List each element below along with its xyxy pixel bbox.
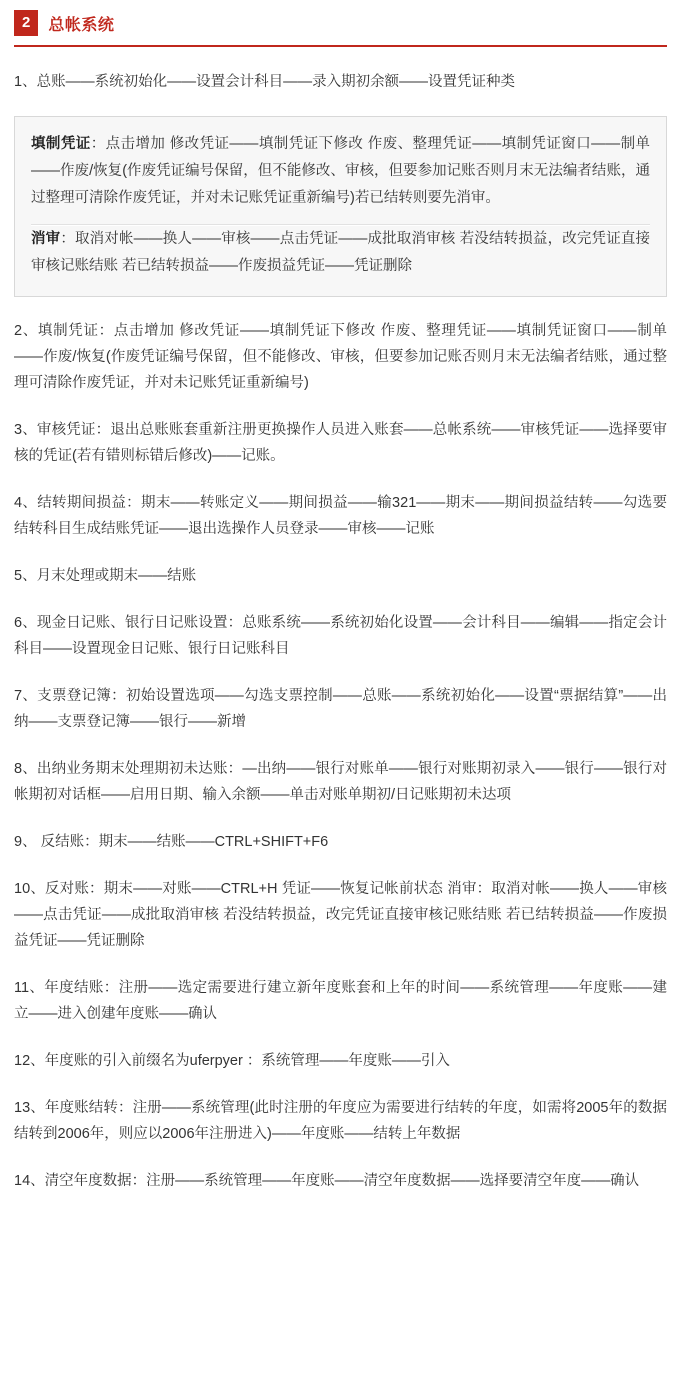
callout-lead-fill-voucher: 填制凭证 bbox=[31, 136, 91, 152]
paragraph-9: 9、 反结账：期末——结账——CTRL+SHIFT+F6 bbox=[14, 834, 329, 850]
paragraph-4: 4、结转期间损益：期末——转账定义——期间损益——输321——期末——期间损益结转——勾选要结转科目生成结账凭证——退出选操作人员登录——审核——记账 bbox=[14, 495, 667, 537]
callout-text-cancel-audit: ：取消对帐——换人——审核——点击凭证——成批取消审核 若没结转损益，改完凭证直接审核记账结账 若已结转损益——作废损益凭证——凭证删除 bbox=[31, 231, 651, 274]
paragraph-1: 1、总账——系统初始化——设置会计科目——录入期初余额——设置凭证种类 bbox=[14, 74, 516, 90]
paragraph-12: 12、年度账的引入前缀名为uferpyer ：系统管理——年度账——引入 bbox=[14, 1053, 450, 1069]
paragraph-3: 3、审核凭证：退出总账账套重新注册更换操作人员进入账套——总帐系统——审核凭证——选择要审核的凭证(若有错则标错后修改)——记账。 bbox=[14, 422, 667, 464]
page-title: 总帐系统 bbox=[48, 16, 115, 34]
paragraph-8: 8、出纳业务期末处理期初未达账：—出纳——银行对账单——银行对账期初录入——银行——银行对帐期初对话框——启用日期、输入余额——单击对账单期初/日记账期初未达项 bbox=[14, 761, 667, 803]
paragraph-10: 10、反对账：期末——对账——CTRL+H 凭证——恢复记帐前状态 消审：取消对帐——换人——审核——点击凭证——成批取消审核 若没结转损益，改完凭证直接审核记账结账 若已结转损益——作废损益凭证——凭证删除 bbox=[14, 881, 667, 949]
highlight-callout-box bbox=[14, 116, 667, 297]
paragraph-6: 6、现金日记账、银行日记账设置：总账系统——系统初始化设置——会计科目——编辑——指定会计科目——设置现金日记账、银行日记账科目 bbox=[14, 615, 667, 657]
section-number-badge: 2 bbox=[14, 10, 38, 36]
paragraph-5: 5、月末处理或期末——结账 bbox=[14, 568, 197, 584]
paragraph-2: 2、填制凭证：点击增加 修改凭证——填制凭证下修改 作废、整理凭证——填制凭证窗口——制单——作废/恢复(作废凭证编号保留，但不能修改、审核，但要参加记账否则月末无法编者结账，通过整理可清除作废凭证，并对未记账凭证重新编号) bbox=[14, 323, 667, 391]
paragraph-13: 13、年度账结转：注册——系统管理(此时注册的年度应为需要进行结转的年度，如需将2005年的数据结转到2006年，则应以2006年注册进入)——年度账——结转上年数据 bbox=[14, 1100, 667, 1142]
callout-text-fill-voucher: ：点击增加 修改凭证——填制凭证下修改 作废、整理凭证——填制凭证窗口——制单——作废/恢复(作废凭证编号保留，但不能修改、审核，但要参加记账否则月末无法编者结账，通过整理可清除作废凭证，并对未记账凭证重新编号)若已结转则要先消审。 bbox=[31, 136, 650, 206]
callout-lead-cancel-audit: 消审 bbox=[31, 231, 61, 247]
paragraph-11: 11、年度结账：注册——选定需要进行建立新年度账套和上年的时间——系统管理——年度账——建立——进入创建年度账——确认 bbox=[14, 980, 667, 1022]
document-header bbox=[14, 0, 667, 47]
callout-block-cancel-audit bbox=[31, 226, 650, 280]
callout-block-fill-voucher bbox=[31, 131, 650, 212]
paragraph-7: 7、支票登记簿：初始设置选项——勾选支票控制——总账——系统初始化——设置“票据结算”——出纳——支票登记簿——银行——新增 bbox=[14, 688, 667, 730]
paragraph-14: 14、清空年度数据：注册——系统管理——年度账——清空年度数据——选择要清空年度——确认 bbox=[14, 1173, 640, 1189]
